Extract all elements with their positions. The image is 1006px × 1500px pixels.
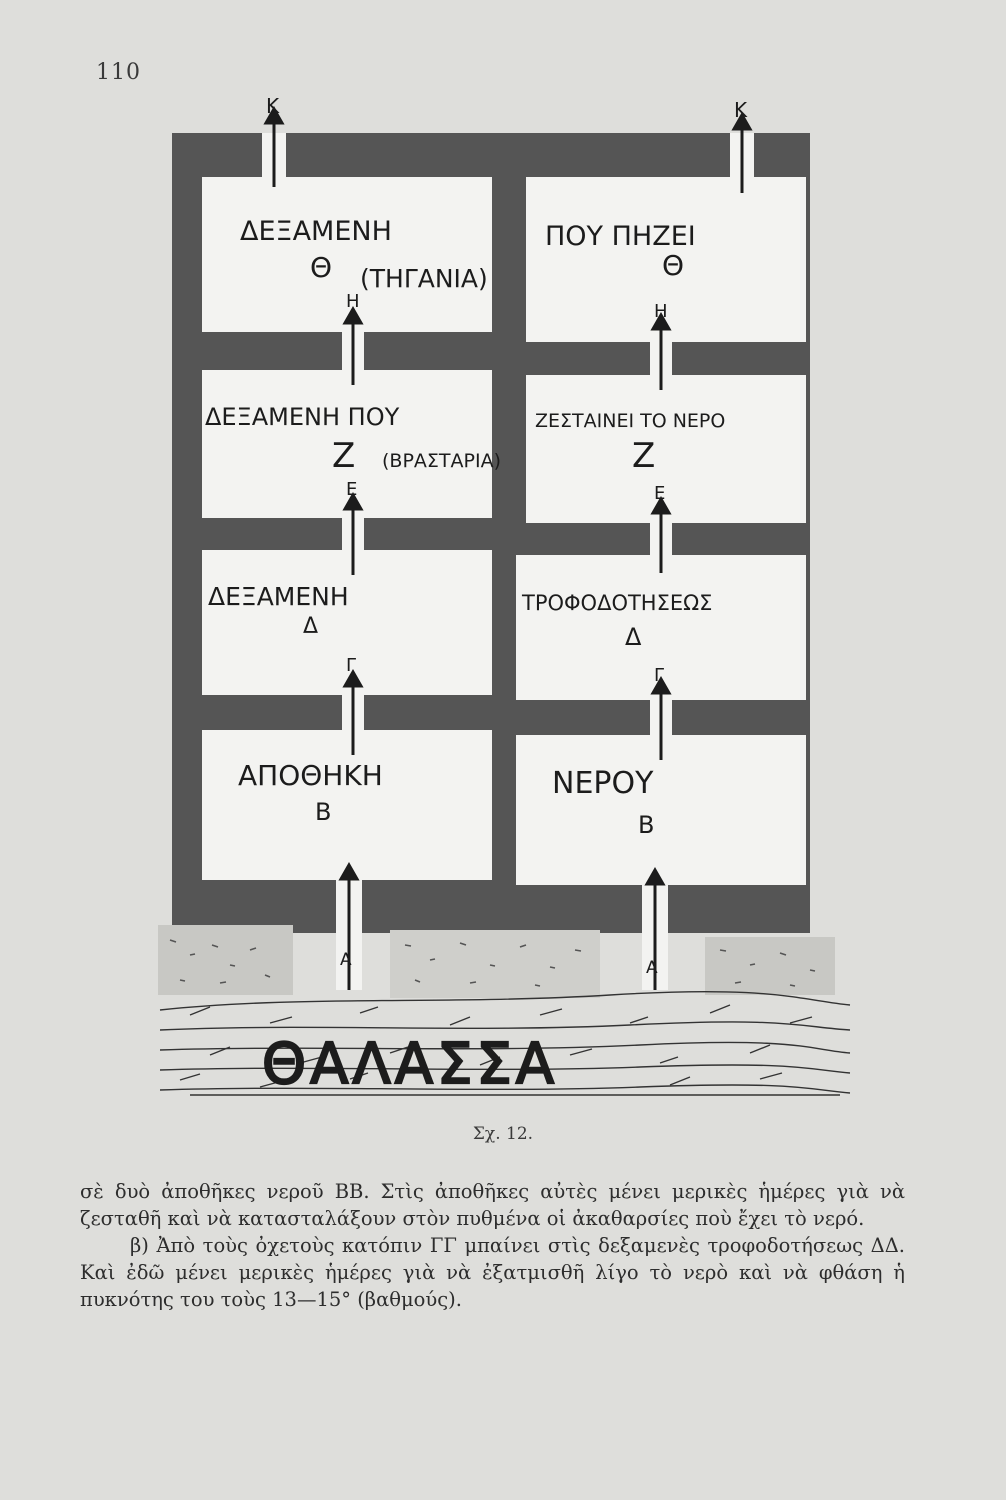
- figure-caption: Σχ. 12.: [472, 1124, 534, 1144]
- paragraph-1: σὲ δυὸ ἀποθῆκες νεροῦ ΒΒ. Στὶς ἀποθῆκες αὐτὲς μένει μερικὲς ἡμέρες γιὰ νὰ ζεσταθῆ καὶ νὰ κατασταλάξουν στὸν πυθμένα οἱ ἀκαθαρσίες ποὺ ἔχει τὸ νερό.: [80, 1180, 905, 1230]
- row2-sub-label: (ΒΡΑΣΤΑΡΙΑ): [382, 450, 501, 472]
- row2-letter-left: Ζ: [332, 436, 356, 476]
- cell-row2-right: [526, 375, 806, 523]
- row3-left-label: ΔΕΞΑΜΕΝΗ: [208, 582, 349, 611]
- row3-letter-right: Δ: [625, 623, 642, 651]
- channel-label-h-right: Η: [654, 301, 668, 322]
- salt-pans-diagram: [150, 95, 870, 1115]
- row3-right-label: ΤΡΟΦΟΔΟΤΗΣΕΩΣ: [522, 591, 713, 615]
- channel-label-e-left: Ε: [346, 479, 358, 500]
- paragraph-2: β) Ἀπὸ τοὺς ὀχετοὺς κατόπιν ΓΓ μπαίνει στὶς δεξαμενὲς τροφοδοτήσεως ΔΔ. Καὶ ἐδῶ μένει μερικὲς ἡμέρες γιὰ νὰ ἐξατμισθῆ λίγο τὸ νερὸ καὶ νὰ φθάση ἡ πυκνότης του τοὺς 13—15° (βαθμούς).: [80, 1234, 905, 1311]
- body-text: [80, 1178, 905, 1313]
- row2-left-label: ΔΕΞΑΜΕΝΗ ΠΟΥ: [205, 403, 400, 431]
- channel-label-a-right: Α: [646, 958, 658, 978]
- row2-right-label: ΖΕΣΤΑΙΝΕΙ ΤΟ ΝΕΡΟ: [535, 410, 726, 432]
- row1-right-label: ΠΟΥ ΠΗΖΕΙ: [545, 221, 696, 252]
- row4-letter-right: Β: [638, 811, 655, 839]
- row1-letter-right: Θ: [662, 249, 685, 282]
- channel-label-h-left: Η: [346, 291, 360, 312]
- row1-left-label: ΔΕΞΑΜΕΝΗ: [240, 216, 392, 247]
- row4-left-label: ΑΠΟΘΗΚΗ: [238, 759, 383, 792]
- row3-letter-left: Δ: [303, 614, 319, 639]
- row1-letter-left: Θ: [310, 251, 333, 284]
- channel-label-e-right: Ε: [654, 483, 666, 504]
- row2-letter-right: Ζ: [632, 436, 656, 476]
- channel-label-k-right: Κ: [734, 98, 748, 122]
- channel-label-g-left: Γ: [346, 655, 357, 676]
- sea-label: ΘΑΛΑΣΣΑ: [262, 1032, 559, 1097]
- channel-label-g-right: Γ: [654, 665, 665, 686]
- page-number: 110: [96, 60, 141, 85]
- cell-row4-left: [202, 730, 492, 880]
- channel-label-a-left: Α: [340, 950, 352, 970]
- row4-letter-left: Β: [315, 798, 332, 826]
- row4-right-label: ΝΕΡΟΥ: [552, 766, 654, 801]
- row1-sub-label: (ΤΗΓΑΝΙΑ): [360, 264, 488, 293]
- channel-label-k-left: Κ: [266, 95, 280, 118]
